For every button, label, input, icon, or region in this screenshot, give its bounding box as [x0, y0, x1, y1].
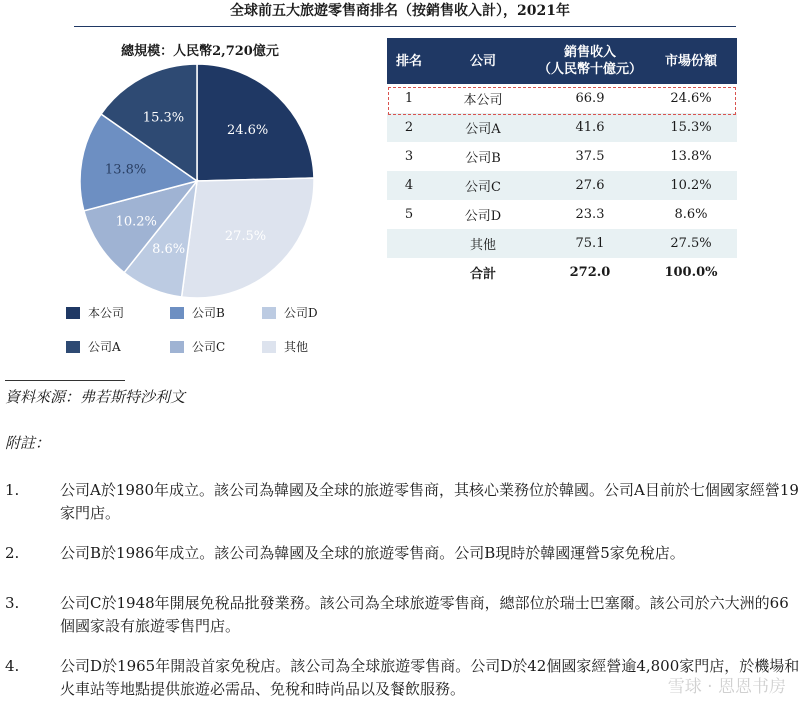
table-row	[387, 229, 737, 258]
cell-share: 27.5%	[645, 229, 737, 258]
note-number: 3.	[5, 594, 20, 612]
header-company: 公司	[431, 38, 535, 84]
note-text: 公司B於1986年成立。該公司為韓國及全球的旅遊零售商。公司B現時於韓國運營5家免稅店。	[60, 544, 685, 562]
cell-share: 100.0%	[664, 265, 718, 280]
legend-label: 公司B	[192, 306, 225, 320]
cell-company: 合計	[469, 267, 496, 282]
legend-swatch	[262, 341, 276, 353]
table-row	[387, 142, 737, 171]
cell-company: 公司D	[464, 209, 502, 224]
note-number: 1.	[5, 481, 20, 499]
legend-item	[66, 338, 121, 355]
chart-title: 全球前五大旅遊零售商排名（按銷售收入計），2021年	[230, 3, 570, 19]
header-rank: 排名	[387, 38, 431, 84]
cell-rank: 4	[387, 171, 431, 200]
source-note: 資料來源：弗若斯特沙利文	[5, 388, 186, 406]
total-scale-label: 總規模：人民幣2,720億元	[121, 44, 279, 59]
pie-slice-label: 24.6%	[226, 123, 269, 139]
cell-rank: 5	[404, 207, 414, 222]
cell-sales: 272.0	[569, 265, 611, 280]
table-header-row	[387, 38, 737, 84]
title-divider	[74, 26, 736, 27]
header-sales: 銷售收入 （人民幣十億元）	[535, 38, 645, 84]
pie-slice-label: 27.5%	[224, 228, 267, 244]
cell-sales: 66.9	[575, 91, 605, 106]
source-divider	[5, 380, 125, 381]
cell-rank	[387, 229, 431, 258]
legend-swatch	[170, 307, 184, 319]
cell-company: 公司B	[465, 151, 501, 166]
legend-swatch	[262, 307, 276, 319]
pie-slice-label: 8.6%	[152, 241, 186, 257]
pie-slice-label: 13.8%	[104, 162, 147, 178]
legend-label: 本公司	[88, 306, 125, 320]
pie-chart	[70, 62, 330, 302]
legend-item	[262, 304, 318, 321]
note-number: 2.	[5, 544, 20, 562]
cell-share: 15.3%	[645, 113, 737, 142]
note-text: 公司A於1980年成立。該公司為韓國及全球的旅遊零售商，其核心業務位於韓國。公司A目前於七個國家經營19家門店。	[60, 481, 799, 522]
note-number: 4.	[5, 657, 20, 675]
legend-label: 其他	[284, 340, 309, 354]
legend-item	[170, 338, 225, 355]
note-text: 公司D於1965年開設首家免稅店。該公司為全球旅遊零售商。公司D於42個國家經營逾4,800家門店，於機場和火車站等地點提供旅遊必需品、免稅和時尚品以及餐飲服務。	[60, 657, 800, 698]
pie-slice-label: 10.2%	[115, 214, 157, 230]
cell-share: 10.2%	[645, 171, 737, 200]
pie-slice-label: 15.3%	[142, 110, 185, 126]
table-body	[387, 84, 737, 287]
cell-share: 8.6%	[674, 207, 708, 222]
table-row	[387, 113, 737, 142]
note-text: 公司C於1948年開展免稅品批發業務。該公司為全球旅遊零售商，總部位於瑞士巴塞爾。該公司於六大洲的66個國家設有旅遊零售門店。	[60, 594, 789, 635]
watermark: 雪球 · 恩恩书房	[667, 677, 786, 697]
cell-share: 13.8%	[670, 149, 712, 164]
header-share: 市場份額	[645, 38, 737, 84]
cell-rank: 1	[404, 91, 414, 106]
cell-sales: 27.6	[535, 171, 645, 200]
notes-label: 附註：	[5, 434, 51, 452]
legend-label: 公司D	[284, 306, 318, 320]
legend-label: 公司A	[88, 340, 121, 354]
legend-swatch	[66, 307, 80, 319]
cell-company: 本公司	[463, 93, 503, 108]
cell-rank: 2	[387, 113, 431, 142]
cell-sales: 75.1	[535, 229, 645, 258]
table-row	[387, 84, 737, 113]
cell-share: 24.6%	[670, 91, 712, 106]
table-total-row	[387, 258, 737, 287]
legend-item	[262, 338, 308, 355]
cell-sales: 41.6	[535, 113, 645, 142]
legend-swatch	[170, 341, 184, 353]
legend-item	[170, 304, 225, 321]
ranking-table	[387, 38, 737, 287]
legend-swatch	[66, 341, 80, 353]
legend-item	[66, 304, 124, 321]
cell-company: 公司C	[431, 171, 535, 200]
legend-label: 公司C	[192, 340, 226, 354]
cell-rank	[387, 258, 431, 287]
table-row	[387, 200, 737, 229]
cell-company: 公司A	[431, 113, 535, 142]
table-row	[387, 171, 737, 200]
cell-rank: 3	[404, 149, 414, 164]
cell-sales: 37.5	[575, 149, 605, 164]
cell-company: 其他	[431, 229, 535, 258]
cell-sales: 23.3	[575, 207, 605, 222]
